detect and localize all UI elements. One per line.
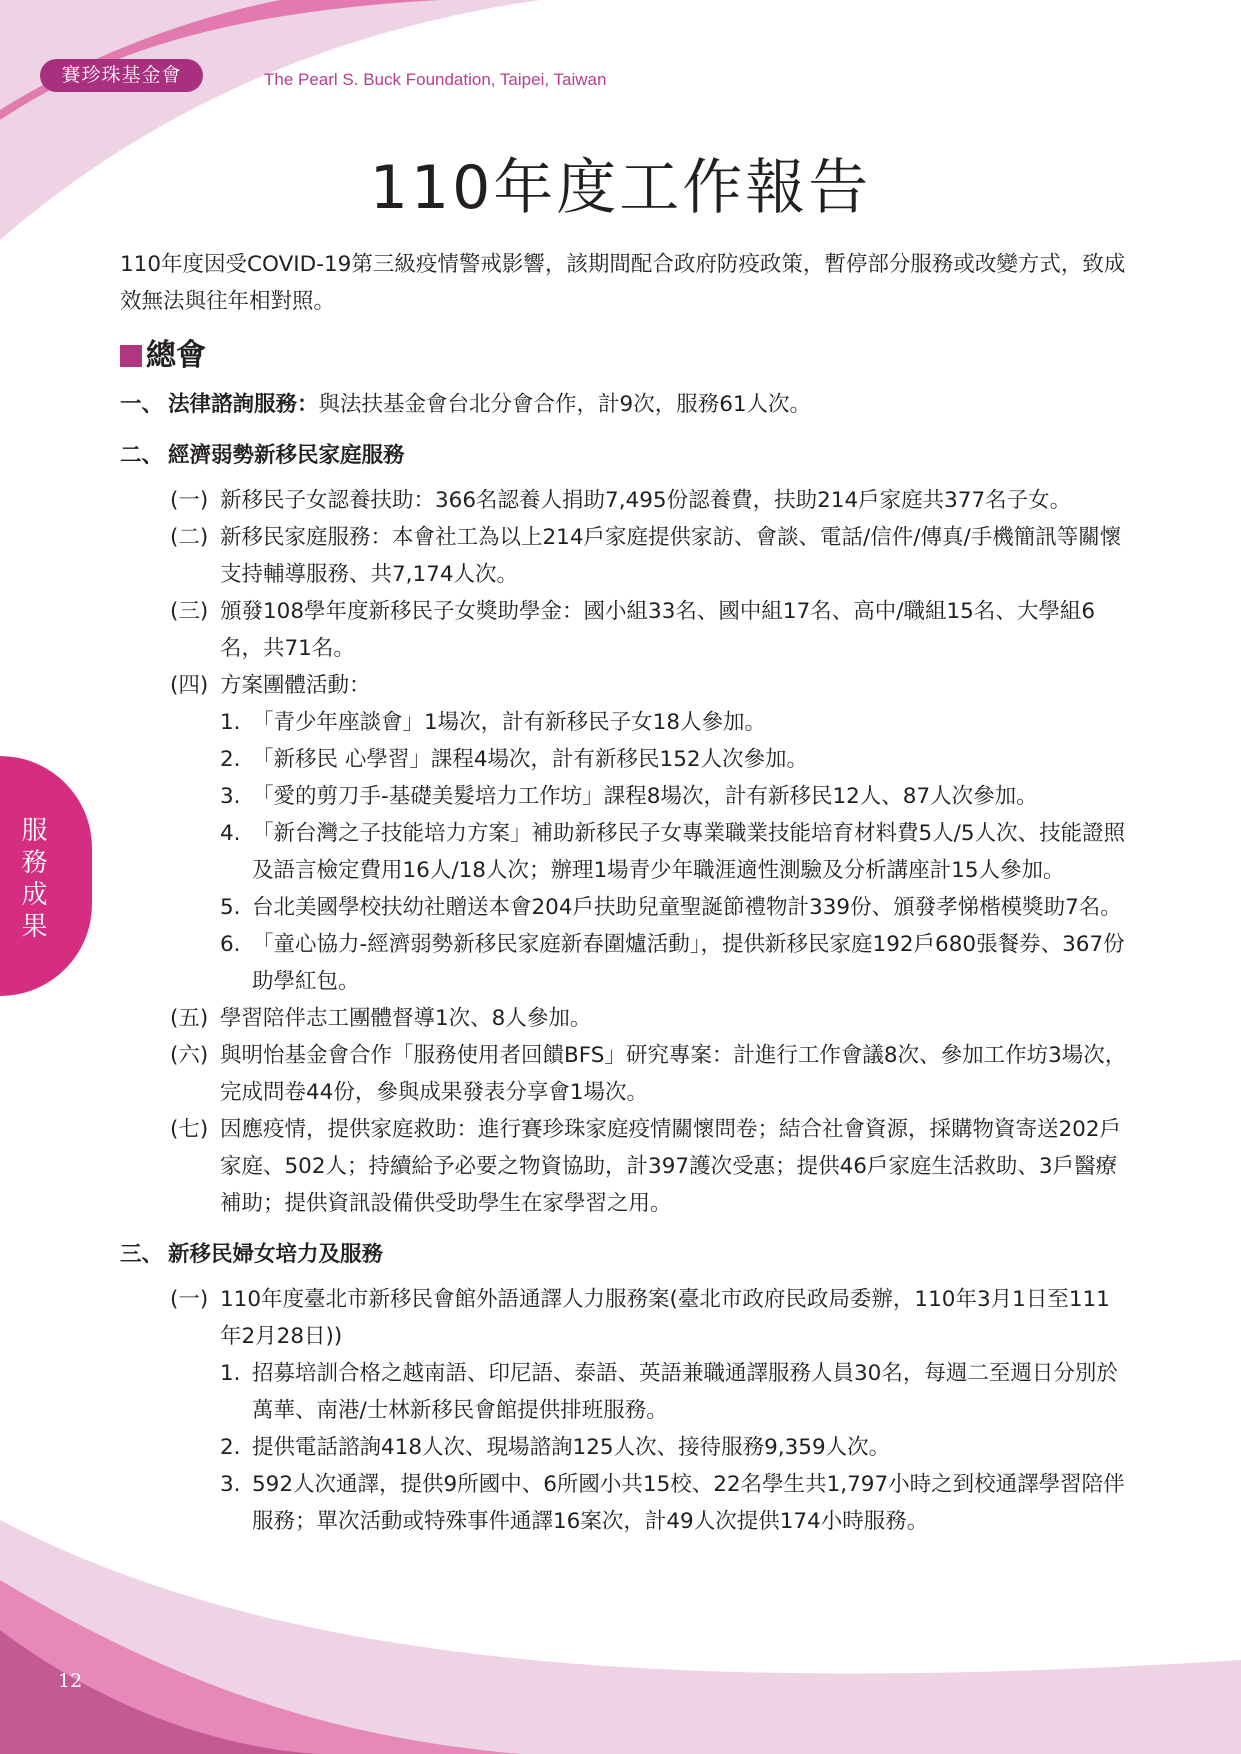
- section-3-heading: [120, 1236, 1128, 1273]
- list-item: (一) 110年度臺北市新移民會館外語通譯人力服務案(臺北市政府民政局委辦，110年3月1日至111年2月28日)): [170, 1287, 1110, 1349]
- section-heading: [120, 334, 1128, 378]
- activity-item: 2. 「新移民 心學習」課程4場次，計有新移民152人次參加。: [220, 747, 809, 772]
- section-1-text: 與法扶基金會台北分會合作，計9次，服務61人次。: [318, 392, 812, 417]
- report-body: [120, 246, 1128, 1554]
- list-item: (二) 新移民家庭服務：本會社工為以上214戶家庭提供家訪、會談、電話/信件/傳真/手機簡訊等關懷支持輔導服務、共7,174人次。: [170, 525, 1122, 587]
- section-2-immigrant-family-services: [120, 437, 1128, 1222]
- section-2-label: 經濟弱勢新移民家庭服務: [168, 443, 405, 468]
- page-number: 12: [58, 1670, 83, 1692]
- section-3-label: 新移民婦女培力及服務: [168, 1242, 384, 1267]
- activity-item: 5. 台北美國學校扶幼社贈送本會204戶扶助兒童聖誕節禮物計339份、頒發孝悌楷模獎助7名。: [220, 895, 1122, 920]
- square-bullet-icon: [120, 345, 142, 367]
- list-item: (一) 新移民子女認養扶助：366名認養人捐助7,495份認養費，扶助214戶家庭共377名子女。: [170, 488, 1072, 513]
- side-tab-label: 服務成果: [21, 816, 49, 942]
- activity-item: 4. 「新台灣之子技能培力方案」補助新移民子女專業職業技能培育材料費5人/5人次、技能證照及語言檢定費用16人/18人次；辦理1場青少年職涯適性測驗及分析講座計15人參加。: [220, 821, 1126, 883]
- section-title: 總會: [146, 338, 206, 373]
- section-1-legal-consultation: [120, 386, 1128, 423]
- section-2-heading: [120, 437, 1128, 474]
- page-title: 110年度工作報告: [369, 153, 872, 223]
- list-item: (七) 因應疫情，提供家庭救助：進行賽珍珠家庭疫情關懷問卷；結合社會資源，採購物資寄送202戶家庭、502人；持續給予必要之物資協助，計397護次受惠；提供46戶家庭生活救助、3戶醫療補助；提供資訊設備供受助學生在家學習之用。: [170, 1117, 1122, 1216]
- activity-item: 6. 「童心協力-經濟弱勢新移民家庭新春圍爐活動」，提供新移民家庭192戶680張餐券、367份助學紅包。: [220, 932, 1125, 994]
- list-item: (六) 與明怡基金會合作「服務使用者回饋BFS」研究專案：計進行工作會議8次、參加工作坊3場次，完成問卷44份，參與成果發表分享會1場次。: [170, 1043, 1127, 1105]
- sub-item: 2. 提供電話諮詢418人次、現場諮詢125人次、接待服務9,359人次。: [220, 1435, 891, 1460]
- organization-english-name: The Pearl S. Buck Foundation, Taipei, Taiwan: [264, 70, 607, 89]
- intro-paragraph: 110年度因受COVID-19第三級疫情警戒影響，該期間配合政府防疫政策，暫停部分服務或改變方式，致成效無法與往年相對照。: [120, 252, 1126, 314]
- section-2-number: 二、: [120, 443, 164, 468]
- organization-badge: 賽珍珠基金會: [40, 59, 203, 92]
- activity-item: 1. 「青少年座談會」1場次，計有新移民子女18人參加。: [220, 710, 767, 735]
- section-1-number: 一、: [120, 392, 164, 417]
- list-item: (三) 頒發108學年度新移民子女獎助學金：國小組33名、國中組17名、高中/職組15名、大學組6名，共71名。: [170, 599, 1096, 661]
- sub-item: 1. 招募培訓合格之越南語、印尼語、泰語、英語兼職通譯服務人員30名，每週二至週日分別於萬華、南港/士林新移民會館提供排班服務。: [220, 1361, 1118, 1423]
- section-3-immigrant-women-empowerment: [120, 1236, 1128, 1540]
- activity-item: 3. 「愛的剪刀手-基礎美髮培力工作坊」課程8場次，計有新移民12人、87人次參加。: [220, 784, 1038, 809]
- sub-item: 3. 592人次通譯，提供9所國中、6所國小共15校、22名學生共1,797小時之到校通譯學習陪伴服務；單次活動或特殊事件通譯16案次，計49人次提供174小時服務。: [220, 1472, 1125, 1534]
- section-3-number: 三、: [120, 1242, 164, 1267]
- section-1-label: 法律諮詢服務：: [168, 392, 319, 417]
- list-item: (五) 學習陪伴志工團體督導1次、8人參加。: [170, 1006, 592, 1031]
- list-item: (四) 方案團體活動：: [170, 673, 371, 698]
